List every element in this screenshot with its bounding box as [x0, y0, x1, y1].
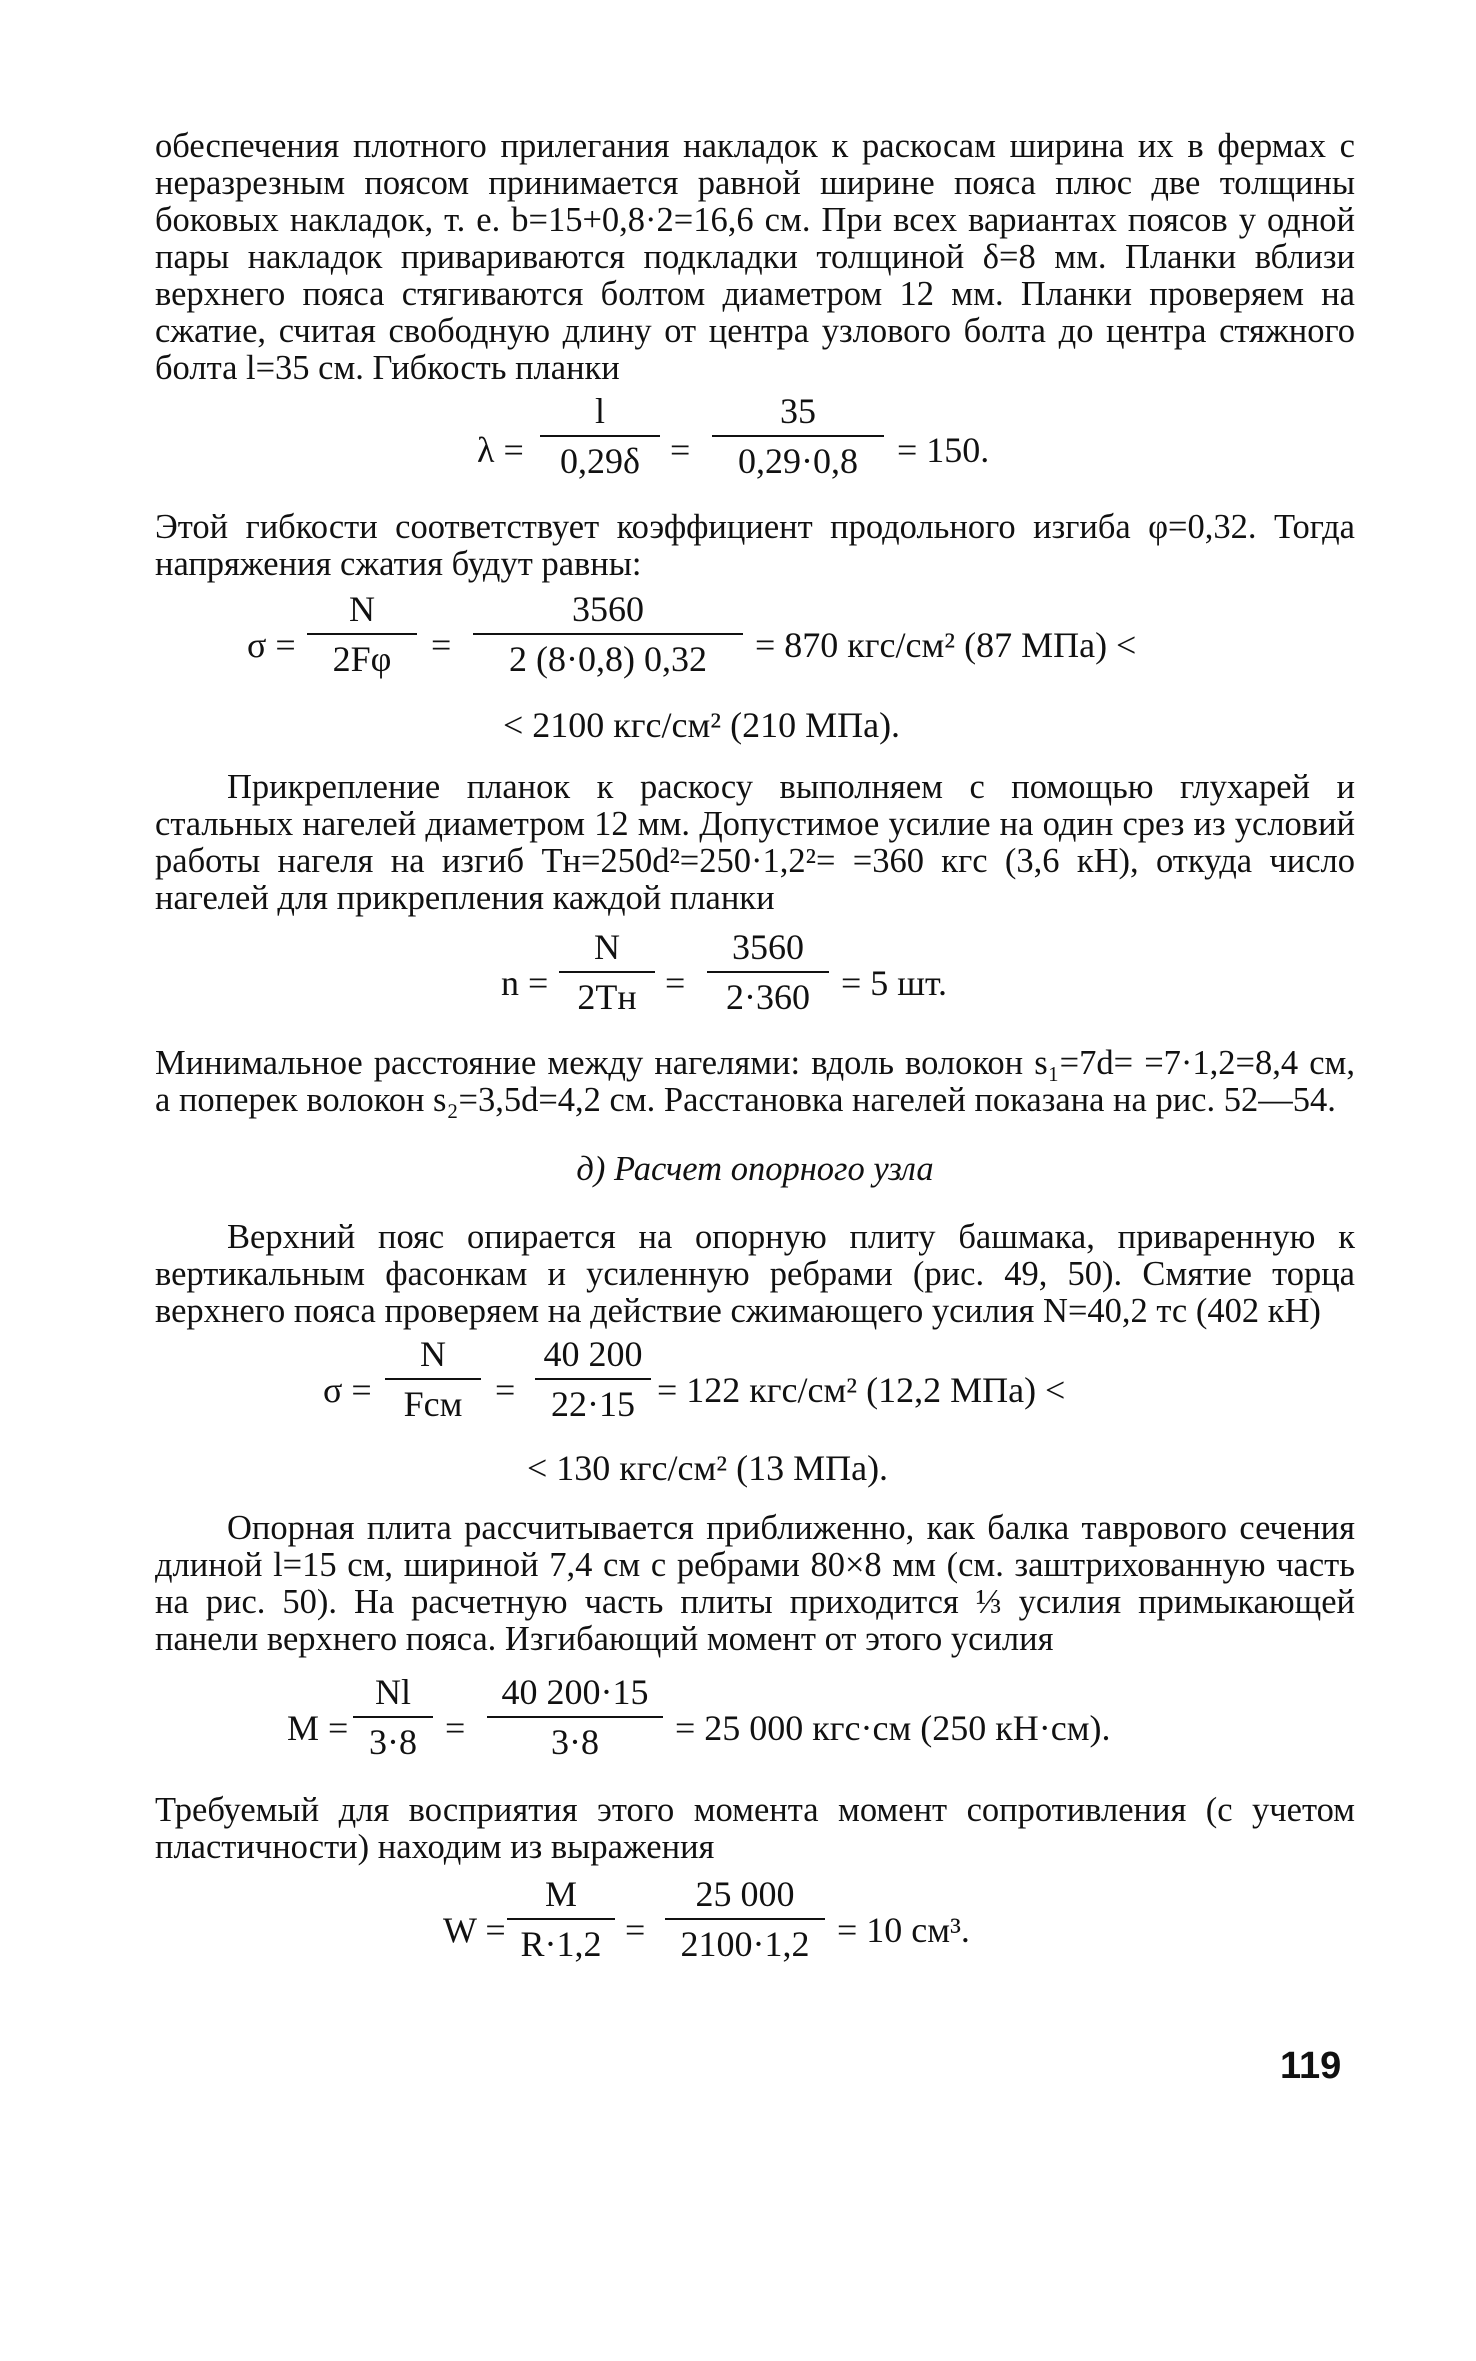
paragraph-6: Опорная плита рассчитывается приближенно, как балка таврового сечения длиной l=15 см, шириной 7,4 см с ребрами 80×8 мм (см. заштрихованную часть на рис. 50). На расчетную часть плиты приходится ⅓ усилия примыкающей панели верхнего пояса. Изгибающий момент от этого усилия: [155, 1509, 1355, 1658]
eq-numerator: N: [385, 1334, 481, 1380]
eq-denominator: 2 (8·0,8) 0,32: [509, 639, 707, 679]
eq-numerator: 40 200: [535, 1334, 651, 1380]
equation-lambda: [155, 391, 1355, 509]
eq-result: = 122 кгс/см² (12,2 МПа) <: [657, 1370, 1066, 1410]
paragraph-5: Верхний пояс опирается на опорную плиту башмака, приваренную к вертикальным фасонкам и усиленную ребрами (рис. 49, 50). Смятие торца верхнего пояса проверяем на действие сжимающего усилия N=40,2 тс (402 кН): [155, 1218, 1355, 1330]
eq-fraction: [559, 927, 655, 1017]
paragraph-4: Минимальное расстояние между нагелями: вдоль волокон s₁=7d= =7·1,2=8,4 см, а поперек волокон s₂=3,5d=4,2 см. Расстановка нагелей показана на рис. 52—54.: [155, 1044, 1355, 1119]
eq-numerator: 3560: [473, 589, 743, 635]
eq-numerator: 25 000: [665, 1874, 825, 1920]
eq-numerator: 3560: [707, 927, 829, 973]
eq-lhs: M =: [287, 1708, 349, 1748]
eq-result: = 870 кгс/см² (87 МПа) <: [755, 625, 1137, 665]
eq-numerator: N: [307, 589, 417, 635]
paragraph-1: обеспечения плотного прилегания накладок к раскосам ширина их в фермах с неразрезным поясом принимается равной ширине пояса плюс две толщины боковых накладок, т. е. b=15+0,8·2=16,6 см. При всех вариантах поясов у одной пары накладок привариваются подкладки толщиной δ=8 мм. Планки вблизи верхнего пояса стягиваются болтом диаметром 12 мм. Планки проверяем на сжатие, считая свободную длину от центра узлового болта до центра стяжного болта l=35 см. Гибкость планки: [155, 127, 1355, 387]
paragraph-2: Этой гибкости соответствует коэффициент продольного изгиба φ=0,32. Тогда напряжения сжатия будут равны:: [155, 508, 1355, 583]
eq-fraction: [540, 391, 660, 481]
eq-lhs: W =: [443, 1910, 506, 1950]
equation-sigma-2-continuation: < 130 кгс/см² (13 МПа).: [527, 1448, 889, 1488]
eq-denominator: 3·8: [369, 1722, 417, 1762]
eq-denominator: 0,29·0,8: [738, 441, 858, 481]
eq-denominator: R·1,2: [520, 1924, 602, 1964]
eq-denominator: 2Fφ: [332, 639, 392, 679]
eq-fraction: [385, 1334, 481, 1424]
eq-fraction: [507, 1874, 615, 1964]
eq-fraction: [307, 589, 417, 679]
eq-fraction: [712, 391, 884, 481]
eq-fraction: [665, 1874, 825, 1964]
eq-equals: =: [625, 1910, 646, 1950]
eq-denominator: 2100·1,2: [680, 1924, 810, 1964]
equation-sigma-1: [155, 589, 1355, 701]
equation-sigma-2: [155, 1334, 1355, 1444]
eq-result: = 10 см³.: [837, 1910, 970, 1950]
eq-numerator: 40 200·15: [487, 1672, 663, 1718]
eq-lhs: σ =: [247, 625, 296, 665]
eq-fraction: [473, 589, 743, 679]
eq-result: = 150.: [897, 430, 990, 470]
page-content: [155, 128, 1355, 1994]
eq-denominator: 2Tн: [577, 977, 637, 1017]
eq-denominator: Fсм: [403, 1384, 463, 1424]
eq-numerator: N: [559, 927, 655, 973]
eq-denominator: 22·15: [551, 1384, 635, 1424]
eq-fraction: [535, 1334, 651, 1424]
eq-fraction: [707, 927, 829, 1017]
eq-denominator: 0,29δ: [560, 441, 640, 481]
eq-numerator: l: [540, 391, 660, 437]
eq-equals: =: [431, 625, 452, 665]
eq-lhs: λ =: [477, 430, 524, 470]
eq-equals: =: [495, 1370, 516, 1410]
eq-equals: =: [445, 1708, 466, 1748]
eq-lhs: n =: [501, 963, 549, 1003]
equation-moment: [155, 1672, 1355, 1792]
eq-fraction: [353, 1672, 433, 1762]
eq-result: = 25 000 кгс·см (250 кН·см).: [675, 1708, 1111, 1748]
eq-result: = 5 шт.: [841, 963, 948, 1003]
eq-fraction: [487, 1672, 663, 1762]
eq-numerator: 35: [712, 391, 884, 437]
eq-numerator: Nl: [353, 1672, 433, 1718]
eq-denominator: 3·8: [551, 1722, 599, 1762]
eq-denominator: 2·360: [726, 977, 810, 1017]
equation-n: [155, 927, 1355, 1045]
paragraph-7: Требуемый для восприятия этого момента момент сопротивления (с учетом пластичности) находим из выражения: [155, 1791, 1355, 1866]
eq-equals: =: [670, 430, 691, 470]
eq-lhs: σ =: [323, 1370, 372, 1410]
equation-sigma-1-continuation: < 2100 кгс/см² (210 МПа).: [503, 705, 901, 745]
section-heading: д) Расчет опорного узла: [576, 1150, 934, 1188]
eq-equals: =: [665, 963, 686, 1003]
paragraph-3: Прикрепление планок к раскосу выполняем с помощью глухарей и стальных нагелей диаметром 12 мм. Допустимое усилие на один срез из условий работы нагеля на изгиб Tн=250d²=250·1,2²= =360 кгс (3,6 кН), откуда число нагелей для прикрепления каждой планки: [155, 768, 1355, 917]
page-number: 119: [1280, 2045, 1342, 2087]
equation-w: [155, 1874, 1355, 1994]
eq-numerator: M: [507, 1874, 615, 1920]
